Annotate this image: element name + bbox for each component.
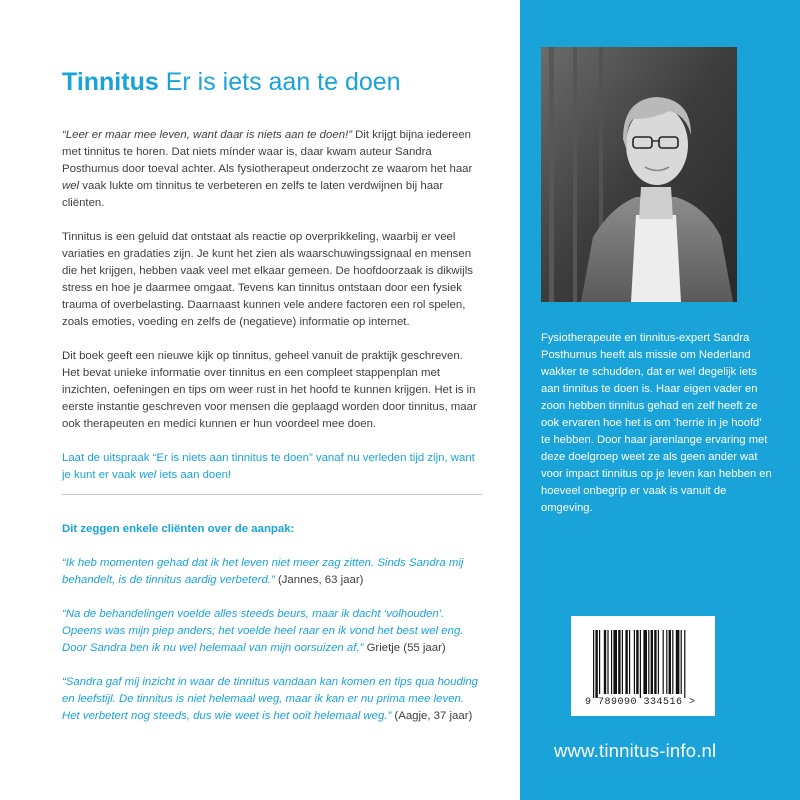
barcode-bar	[663, 630, 664, 694]
barcode-bar	[599, 630, 600, 694]
blurb-p4-text-b: iets aan doen!	[156, 469, 232, 481]
testimonial-attribution: (Jannes, 63 jaar)	[277, 574, 364, 586]
testimonial-quote	[62, 674, 482, 725]
title-subtitle: Er is iets aan te doen	[165, 68, 401, 96]
barcode-bar	[681, 630, 682, 694]
blurb-paragraph-4	[62, 450, 482, 484]
barcode-bar	[666, 630, 667, 694]
testimonial-quote	[62, 606, 482, 657]
barcode-bar	[622, 630, 623, 694]
section-divider	[62, 494, 482, 495]
blurb-p1-text-a: Dit krijgt bijna iedereen met tinnitus te horen. Dat niets mínder waar is, daar kwam auteur Sandra Posthumus door toeval achter. Als fysiotherapeut onderzocht ze waarom het haar	[62, 129, 473, 175]
blurb-paragraph-2: Tinnitus is een geluid dat ontstaat als reactie op overprikkeling, waarbij er veel variaties en gradaties zijn. Je kunt het zien als waarschuwingssignaal en mensen die het krijgen, hebben vaak veel met elkaar gemeen. De hoofdoorzaak is dikwijls stress en hoe je daarmee omgaat. Tevens kan tinnitus ontstaan door een fysiek trauma of overbelasting. Daarnaast kunnen vele andere factoren een rol spelen, zoals emoties, voeding en zelfs de (negatieve) informatie op internet.	[62, 231, 473, 328]
testimonial-attribution: Grietje (55 jaar)	[366, 642, 446, 654]
barcode-bar	[676, 630, 680, 694]
blurb-body	[62, 127, 482, 501]
barcode-bar	[648, 630, 649, 694]
barcode-bar	[684, 630, 685, 698]
testimonial-text: “Ik heb momenten gehad dat ik het leven niet meer zag zitten. Sinds Sandra mij behandelt, is de tinnitus aardig verbeterd.”	[62, 557, 464, 586]
barcode-bar	[629, 630, 630, 694]
barcode-bar	[634, 630, 635, 694]
testimonials-heading: Dit zeggen enkele cliënten over de aanpak:	[62, 523, 295, 535]
barcode-bar	[658, 630, 659, 694]
barcode-bar	[607, 630, 608, 694]
testimonial-text: “Na de behandelingen voelde alles steeds beurs, maar ik dacht ‘volhouden’. Opeens was mijn piep anders; het voelde heel raar en ik vond het best wel eng. Door Sandra ben ik nu wel helemaal van mijn oorsuizen af.”	[62, 608, 464, 654]
blurb-p1-emphasis: wel	[62, 180, 80, 192]
author-photo	[541, 47, 737, 302]
title-bold: Tinnitus	[62, 68, 159, 96]
barcode-bar	[595, 630, 597, 698]
testimonial-attribution: (Aagje, 37 jaar)	[394, 710, 473, 722]
barcode-bar	[669, 630, 671, 694]
isbn-number: 9 789090 334516 >	[585, 697, 696, 708]
blurb-p4-emphasis: wel	[139, 469, 157, 481]
blurb-paragraph-1	[62, 127, 482, 212]
testimonial-quote	[62, 555, 482, 589]
barcode-bar	[651, 630, 653, 694]
author-bio: Fysiotherapeute en tinnitus-expert Sandra Posthumus heeft als missie om Nederland wakker te schudden, dat er wel degelijk iets aan tinnitus te doen is. Haar eigen vader en zoon hebben tinnitus gehad en zelf heeft ze ook ervaren hoe het is om ‘herrie in je hoofd’ te hebben. Door haar jarenlange ervaring met deze doelgroep weet ze als geen ander wat voor impact tinnitus op je leven kan hebben en hoeveel onbegrip er vaak is vanuit de omgeving.	[541, 332, 772, 514]
barcode-bar	[672, 630, 673, 694]
barcode-bar	[611, 630, 612, 694]
barcode-bar	[640, 630, 641, 698]
blurb-paragraph-3: Dit boek geeft een nieuwe kijk op tinnitus, geheel vanuit de praktijk geschreven. Het bevat unieke informatie over tinnitus en een compleet stappenplan met inzichten, oefeningen en tips om weer rust in het hoofd te kunnen krijgen. Het is in eerste instantie geschreven voor mensen die geplaagd worden door tinnitus, maar ook therapeuten en medici kunnen er hun voordeel mee doen.	[62, 350, 477, 430]
barcode-bar	[593, 630, 594, 698]
barcode-bar	[604, 630, 606, 694]
website-url: www.tinnitus-info.nl	[554, 740, 717, 761]
testimonial-text: “Sandra gaf mij inzicht in waar de tinnitus vandaan kan komen en tips qua houding en leefstijl. De tinnitus is niet helemaal weg, maar ik kan er nu prima mee leven. Het verbetert nog steeds, dus wie weet is het ooit helemaal weg.”	[62, 676, 479, 722]
barcode-bar	[625, 630, 627, 694]
author-portrait-illustration	[541, 47, 737, 302]
barcode-bar	[654, 630, 656, 694]
blurb-p4-text-a: Laat de uitspraak “Er is niets aan tinnitus te doen” vanaf nu verleden tijd zijn, want je kunt er vaak	[62, 452, 475, 481]
barcode-bar	[636, 630, 638, 694]
testimonials-section	[62, 521, 482, 742]
barcode-bar	[613, 630, 617, 694]
blurb-p1-text-b: vaak lukte om tinnitus te verbeteren en zelfs te laten verdwijnen bij haar cliënten.	[62, 180, 444, 209]
barcode-bar	[643, 630, 647, 694]
book-title	[62, 66, 401, 98]
opening-quote: “Leer er maar mee leven, want daar is niets aan te doen!”	[62, 129, 352, 141]
barcode-bar	[618, 630, 620, 694]
